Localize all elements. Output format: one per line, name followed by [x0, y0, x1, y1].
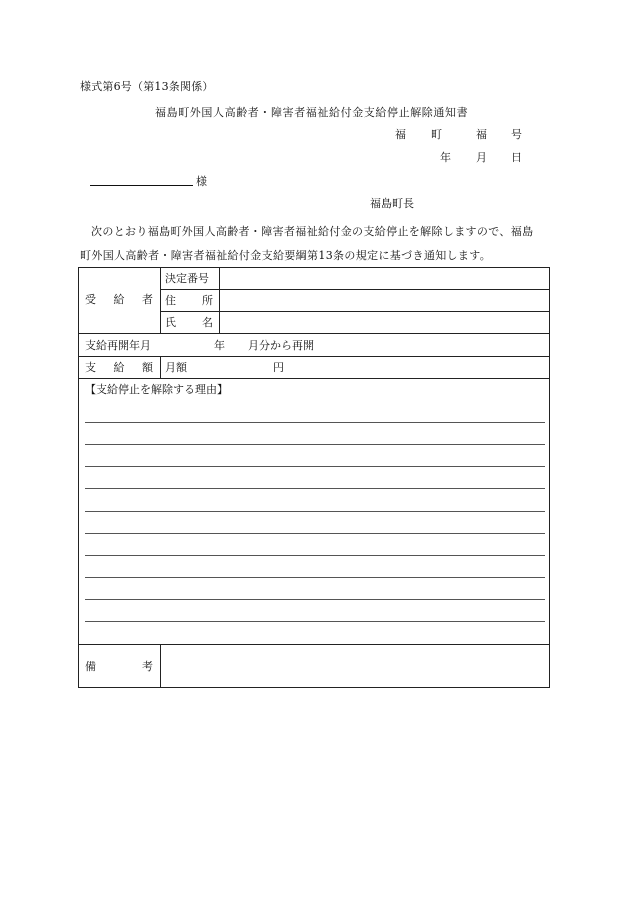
- notice-body-line: 町外国人高齢者・障害者福祉給付金支給要綱第13条の規定に基づき通知します。: [80, 249, 492, 262]
- date-month: 月: [476, 151, 487, 164]
- doc-number-part: 号: [511, 128, 522, 141]
- notice-form-table: [78, 267, 550, 688]
- resume-month: 月分から再開: [248, 339, 314, 352]
- remarks-label: 備 考: [85, 660, 153, 673]
- reason-writing-line: [85, 599, 545, 600]
- reason-writing-line: [85, 444, 545, 445]
- reason-writing-line: [85, 422, 545, 423]
- address-label: 住 所: [165, 294, 213, 307]
- reason-writing-line: [85, 555, 545, 556]
- decision-number-label: 決定番号: [165, 272, 209, 285]
- notice-body-line: 次のとおり福島町外国人高齢者・障害者福祉給付金の支給停止を解除しますので、福島: [91, 225, 534, 238]
- issuer: 福島町長: [370, 197, 414, 210]
- doc-number-part: 町: [431, 128, 442, 141]
- date-year: 年: [440, 151, 451, 164]
- doc-number-part: 福: [395, 128, 406, 141]
- amount-monthly-label: 月額: [165, 361, 187, 374]
- reason-writing-line: [85, 533, 545, 534]
- amount-label: 支 給 額: [85, 361, 153, 374]
- reason-writing-line: [85, 466, 545, 467]
- date-day: 日: [511, 151, 522, 164]
- reason-writing-line: [85, 577, 545, 578]
- form-number: 様式第6号（第13条関係）: [80, 80, 214, 93]
- resume-label: 支給再開年月: [85, 339, 151, 352]
- recipient-name-line: [90, 185, 193, 186]
- reason-writing-line: [85, 488, 545, 489]
- notice-body: [80, 220, 555, 268]
- recipient-label: 受 給 者: [85, 293, 153, 306]
- resume-year: 年: [214, 339, 225, 352]
- reason-label: 【支給停止を解除する理由】: [85, 383, 228, 396]
- amount-yen-label: 円: [273, 361, 284, 374]
- document-title: 福島町外国人高齢者・障害者福祉給付金支給停止解除通知書: [155, 106, 469, 119]
- reason-writing-line: [85, 511, 545, 512]
- doc-number-part: 福: [476, 128, 487, 141]
- recipient-honorific: 様: [196, 175, 207, 188]
- reason-writing-line: [85, 621, 545, 622]
- name-label: 氏 名: [165, 316, 213, 329]
